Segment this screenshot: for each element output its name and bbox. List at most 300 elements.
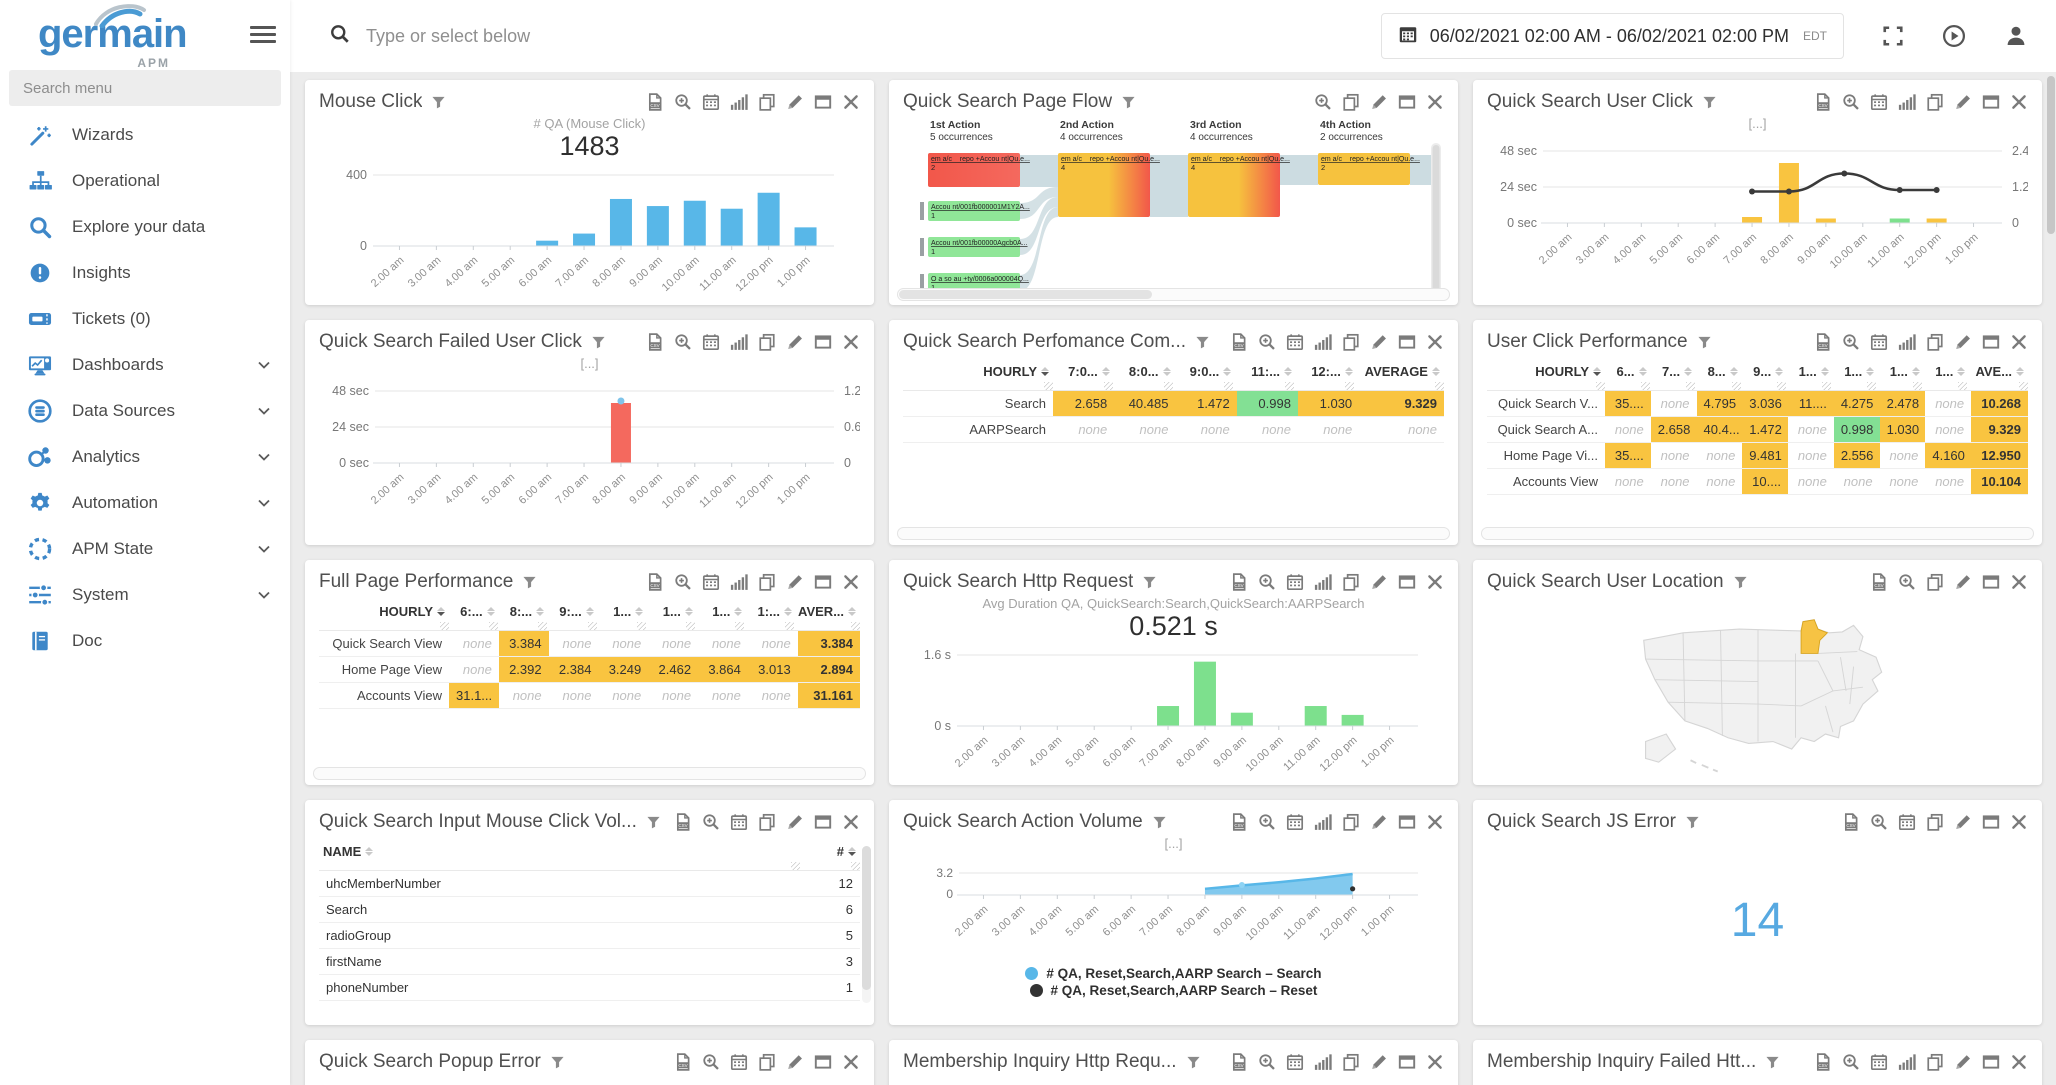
window-icon[interactable]: [814, 333, 832, 351]
copy-icon[interactable]: [758, 813, 776, 831]
calendar-icon[interactable]: [730, 813, 748, 831]
svg-text:CSV: CSV: [1818, 1062, 1828, 1068]
hamburger-menu-icon[interactable]: [250, 26, 276, 46]
table-cell: 9.329: [1971, 417, 2028, 442]
window-icon[interactable]: [1398, 93, 1416, 111]
csv-icon[interactable]: [646, 93, 664, 111]
csv-icon[interactable]: [1870, 573, 1888, 591]
column-header-aver[interactable]: AVER...: [796, 601, 860, 622]
edit-icon[interactable]: [786, 93, 804, 111]
close-icon[interactable]: [2010, 1053, 2028, 1071]
svg-text:2 occurrences: 2 occurrences: [1320, 132, 1383, 143]
edit-icon[interactable]: [786, 813, 804, 831]
csv-icon[interactable]: [674, 813, 692, 831]
column-resize-grip[interactable]: [588, 622, 597, 630]
panel-header: [1487, 329, 2028, 355]
panel-toolbar: [1230, 573, 1444, 591]
close-icon[interactable]: [2010, 573, 2028, 591]
filter-icon[interactable]: [522, 575, 537, 590]
column-header-1[interactable]: 1...: [1924, 361, 1970, 382]
column-resize-grip[interactable]: [538, 622, 547, 630]
copy-icon[interactable]: [1926, 1053, 1944, 1071]
table-cell: 3.036: [1742, 391, 1788, 416]
csv-icon[interactable]: [646, 333, 664, 351]
table-hscrollbar[interactable]: [1481, 527, 2034, 540]
chevron-down-icon[interactable]: [256, 357, 272, 373]
column-header-average[interactable]: AVERAGE: [1357, 361, 1444, 382]
sidebar-item-analytics[interactable]: [0, 434, 290, 480]
close-icon[interactable]: [1426, 333, 1444, 351]
calendar-icon[interactable]: [702, 573, 720, 591]
column-header-hourly[interactable]: HOURLY: [903, 361, 1053, 382]
edit-icon[interactable]: [1370, 813, 1388, 831]
panel-membership-inquiry-failed-htt: [1473, 1040, 2042, 1085]
column-header-9[interactable]: 9...: [1742, 361, 1788, 382]
play-button[interactable]: [1942, 24, 1966, 48]
column-header-8-0[interactable]: 8:0...: [1114, 361, 1175, 382]
svg-text:2.00 am: 2.00 am: [952, 734, 991, 770]
zoom-icon[interactable]: [1258, 1053, 1276, 1071]
table-cell: none: [562, 688, 592, 703]
table-cell: none: [1408, 422, 1438, 437]
column-header-6[interactable]: 6:...: [449, 601, 499, 622]
svg-text:6.00 am: 6.00 am: [1100, 903, 1139, 939]
panel-toolbar: [674, 813, 860, 831]
calendar-icon[interactable]: [1898, 813, 1916, 831]
filter-icon[interactable]: [591, 335, 606, 350]
column-resize-grip[interactable]: [1104, 382, 1113, 390]
column-header-6[interactable]: 6...: [1605, 361, 1651, 382]
bars-icon[interactable]: [1898, 333, 1916, 351]
close-icon[interactable]: [842, 573, 860, 591]
svg-text:1st Action: 1st Action: [930, 119, 981, 131]
copy-icon[interactable]: [1926, 573, 1944, 591]
sidebar-item-automation[interactable]: [0, 480, 290, 526]
filter-icon[interactable]: [550, 1055, 565, 1070]
column-header-1[interactable]: 1...: [598, 601, 648, 622]
window-icon[interactable]: [1398, 1053, 1416, 1071]
window-icon[interactable]: [1982, 93, 2000, 111]
svg-text:CSV: CSV: [678, 1062, 688, 1068]
column-resize-grip[interactable]: [440, 622, 449, 630]
csv-icon[interactable]: [674, 1053, 692, 1071]
column-header-hourly[interactable]: HOURLY: [319, 601, 449, 622]
calendar-icon[interactable]: [1286, 813, 1304, 831]
edit-icon[interactable]: [1954, 573, 1972, 591]
sort-icon: [1775, 367, 1783, 376]
panel-title: Membership Inquiry Http Requ...: [903, 1051, 1177, 1072]
date-range-picker[interactable]: [1381, 13, 1844, 59]
zoom-icon[interactable]: [1870, 813, 1888, 831]
sort-icon: [1684, 367, 1692, 376]
fullscreen-button[interactable]: [1882, 25, 1904, 47]
sidebar-item-label: Dashboards: [72, 355, 164, 374]
user-profile-button[interactable]: [2004, 24, 2028, 48]
table-vscrollbar[interactable]: [862, 846, 871, 1003]
column-grips: [903, 382, 1444, 391]
sidebar-item-tickets-0[interactable]: [0, 296, 290, 342]
window-icon[interactable]: [1398, 573, 1416, 591]
close-icon[interactable]: [1426, 813, 1444, 831]
quick-search-failed-user-click-chart: [319, 371, 860, 523]
csv-icon[interactable]: [1230, 813, 1248, 831]
zoom-icon[interactable]: [1898, 573, 1916, 591]
table-cell: 0.998: [1237, 391, 1298, 416]
svg-text:8.00 am: 8.00 am: [590, 471, 628, 507]
sidebar-item-label: APM State: [72, 539, 154, 558]
copy-icon[interactable]: [1926, 333, 1944, 351]
csv-icon[interactable]: [1814, 1053, 1832, 1071]
filter-icon[interactable]: [646, 815, 661, 830]
copy-icon[interactable]: [1926, 813, 1944, 831]
chevron-down-icon[interactable]: [256, 449, 272, 465]
close-icon[interactable]: [1426, 1053, 1444, 1071]
zoom-icon[interactable]: [1258, 813, 1276, 831]
timezone-label: EDT: [1803, 29, 1827, 43]
global-search-input[interactable]: [366, 26, 986, 47]
csv-icon[interactable]: [1814, 333, 1832, 351]
svg-text:5.00 am: 5.00 am: [479, 471, 518, 507]
csv-icon[interactable]: [646, 573, 664, 591]
bars-icon[interactable]: [1314, 573, 1332, 591]
panel-title: Quick Search JS Error: [1487, 811, 1676, 832]
column-resize-grip[interactable]: [1686, 382, 1695, 390]
column-resize-grip[interactable]: [1164, 382, 1173, 390]
calendar-icon[interactable]: [702, 333, 720, 351]
chevron-down-icon[interactable]: [256, 495, 272, 511]
sidebar-item-dashboards[interactable]: [0, 342, 290, 388]
svg-text:9.00 am: 9.00 am: [1211, 903, 1249, 939]
panel-header: [1487, 1049, 2028, 1075]
close-icon[interactable]: [842, 813, 860, 831]
column-resize-grip[interactable]: [1224, 382, 1233, 390]
window-icon[interactable]: [814, 813, 832, 831]
panel-toolbar: [1314, 93, 1444, 111]
panel-user-click-performance: [1473, 320, 2042, 545]
sidebar-item-system[interactable]: [0, 572, 290, 618]
svg-text:1.2: 1.2: [2012, 180, 2028, 194]
column-resize-grip[interactable]: [637, 622, 646, 630]
analytics-icon: [28, 445, 52, 469]
sidebar-search-input[interactable]: [9, 70, 281, 106]
column-header-1[interactable]: 1...: [697, 601, 747, 622]
column-header-1[interactable]: 1:...: [746, 601, 796, 622]
filter-icon[interactable]: [1186, 1055, 1201, 1070]
sankey-hscrollbar[interactable]: [897, 288, 1450, 301]
svg-text:10.00 am: 10.00 am: [659, 471, 702, 511]
sidebar-item-data-sources[interactable]: [0, 388, 290, 434]
close-icon[interactable]: [1426, 573, 1444, 591]
svg-text:10.00 am: 10.00 am: [1243, 734, 1286, 774]
column-header-9[interactable]: 9:...: [548, 601, 598, 622]
zoom-icon[interactable]: [674, 93, 692, 111]
table-cell: 2.658: [1651, 417, 1697, 442]
column-resize-grip[interactable]: [686, 622, 695, 630]
column-resize-grip[interactable]: [791, 862, 800, 870]
filter-icon[interactable]: [431, 95, 446, 110]
edit-icon[interactable]: [1954, 1053, 1972, 1071]
bars-icon[interactable]: [1898, 1053, 1916, 1071]
calendar-icon[interactable]: [1870, 333, 1888, 351]
table-hscrollbar[interactable]: [313, 767, 866, 780]
filter-icon[interactable]: [1733, 575, 1748, 590]
bars-icon[interactable]: [730, 333, 748, 351]
panel-title: Quick Search Http Request: [903, 571, 1134, 592]
zoom-icon[interactable]: [1258, 333, 1276, 351]
copy-icon[interactable]: [758, 1053, 776, 1071]
automation-icon: [28, 491, 52, 515]
apm-state-icon: [28, 537, 52, 561]
filter-icon[interactable]: [1121, 95, 1136, 110]
copy-icon[interactable]: [1926, 93, 1944, 111]
svg-text:9.00 am: 9.00 am: [1211, 734, 1249, 770]
zoom-icon[interactable]: [674, 333, 692, 351]
table-row: [903, 417, 1444, 443]
window-icon[interactable]: [1398, 333, 1416, 351]
column-resize-grip[interactable]: [1958, 382, 1967, 390]
edit-icon[interactable]: [1954, 333, 1972, 351]
column-header-8[interactable]: 8...: [1696, 361, 1742, 382]
column-resize-grip[interactable]: [1867, 382, 1876, 390]
bars-icon[interactable]: [1898, 93, 1916, 111]
system-icon: [28, 583, 52, 607]
panel-header: [903, 809, 1444, 835]
csv-icon[interactable]: [1230, 573, 1248, 591]
close-icon[interactable]: [842, 93, 860, 111]
copy-icon[interactable]: [758, 333, 776, 351]
table-cell: none: [1660, 474, 1690, 489]
edit-icon[interactable]: [1954, 813, 1972, 831]
close-icon[interactable]: [2010, 93, 2028, 111]
zoom-icon[interactable]: [1842, 333, 1860, 351]
calendar-icon[interactable]: [1870, 1053, 1888, 1071]
panel-quick-search-js-error: [1473, 800, 2042, 1025]
table-cell: 40.4...: [1697, 417, 1743, 442]
table-row: [319, 949, 860, 975]
filter-icon[interactable]: [1152, 815, 1167, 830]
edit-icon[interactable]: [786, 573, 804, 591]
csv-icon[interactable]: [1230, 333, 1248, 351]
panel-title: Quick Search User Click: [1487, 91, 1693, 112]
edit-icon[interactable]: [1370, 573, 1388, 591]
column-resize-grip[interactable]: [489, 622, 498, 630]
row-name: Search: [326, 902, 368, 917]
column-resize-grip[interactable]: [785, 622, 794, 630]
table-cell: none: [512, 688, 542, 703]
copy-icon[interactable]: [758, 573, 776, 591]
edit-icon[interactable]: [1370, 1053, 1388, 1071]
column-resize-grip[interactable]: [1641, 382, 1650, 390]
calendar-icon[interactable]: [1286, 1053, 1304, 1071]
zoom-icon[interactable]: [702, 813, 720, 831]
svg-text:em a/c__repo +Accou nt|Qu.e...: em a/c__repo +Accou nt|Qu.e...: [1191, 156, 1290, 163]
column-resize-grip[interactable]: [2019, 382, 2028, 390]
svg-text:10.00 am: 10.00 am: [1243, 903, 1286, 943]
window-icon[interactable]: [814, 93, 832, 111]
table-cell: none: [1797, 474, 1827, 489]
table-cell: 1.472: [1175, 391, 1236, 416]
column-header-9-0[interactable]: 9:0...: [1175, 361, 1236, 382]
column-resize-grip[interactable]: [1345, 382, 1354, 390]
column-header-12[interactable]: 12:...: [1296, 361, 1357, 382]
column-header-8[interactable]: 8:...: [499, 601, 549, 622]
copy-icon[interactable]: [1342, 1053, 1360, 1071]
column-resize-grip[interactable]: [1777, 382, 1786, 390]
csv-icon[interactable]: [1814, 93, 1832, 111]
close-icon[interactable]: [842, 333, 860, 351]
zoom-icon[interactable]: [702, 1053, 720, 1071]
sort-icon: [1432, 367, 1440, 376]
sidebar-item-wizards[interactable]: [0, 112, 290, 158]
column-header-11[interactable]: 11:...: [1235, 361, 1296, 382]
filter-icon[interactable]: [1697, 335, 1712, 350]
column-header-name[interactable]: NAME: [319, 841, 800, 862]
column-header-7[interactable]: 7...: [1651, 361, 1697, 382]
filter-icon[interactable]: [1685, 815, 1700, 830]
table-row: [903, 391, 1444, 417]
svg-text:0 s: 0 s: [934, 719, 951, 733]
window-icon[interactable]: [1982, 333, 2000, 351]
zoom-icon[interactable]: [1842, 1053, 1860, 1071]
sort-icon: [1730, 367, 1738, 376]
panel-full-page-performance: [305, 560, 874, 785]
panel-title: Quick Search Input Mouse Click Vol...: [319, 811, 637, 832]
page-scrollbar[interactable]: [2047, 76, 2055, 234]
column-resize-grip[interactable]: [851, 862, 860, 870]
copy-icon[interactable]: [1342, 573, 1360, 591]
sidebar-item-apm-state[interactable]: [0, 526, 290, 572]
column-resize-grip[interactable]: [1822, 382, 1831, 390]
table-cell: none: [1262, 422, 1291, 437]
copy-icon[interactable]: [1342, 813, 1360, 831]
column-resize-grip[interactable]: [1435, 382, 1444, 390]
sidebar-item-insights[interactable]: [0, 250, 290, 296]
filter-icon[interactable]: [1765, 1055, 1780, 1070]
panel-header: [1487, 569, 2028, 595]
sort-icon: [1866, 367, 1874, 376]
svg-text:3.00 am: 3.00 am: [405, 254, 444, 290]
column-header-1[interactable]: 1...: [1878, 361, 1924, 382]
calendar-icon[interactable]: [730, 1053, 748, 1071]
sidebar-item-explore-your-data[interactable]: [0, 204, 290, 250]
window-icon[interactable]: [1398, 813, 1416, 831]
chevron-down-icon[interactable]: [256, 541, 272, 557]
column-resize-grip[interactable]: [1596, 382, 1605, 390]
svg-text:1.00 pm: 1.00 pm: [1358, 903, 1397, 939]
close-icon[interactable]: [2010, 333, 2028, 351]
zoom-icon[interactable]: [674, 573, 692, 591]
column-header-1[interactable]: 1...: [1787, 361, 1833, 382]
chevron-down-icon[interactable]: [256, 587, 272, 603]
bars-icon[interactable]: [730, 93, 748, 111]
table-row: [1487, 443, 2028, 469]
zoom-icon[interactable]: [1258, 573, 1276, 591]
calendar-icon[interactable]: [702, 93, 720, 111]
bars-icon[interactable]: [1314, 813, 1332, 831]
column-header-hourly[interactable]: HOURLY: [1487, 361, 1605, 382]
sidebar: [0, 0, 290, 1085]
column-resize-grip[interactable]: [1285, 382, 1294, 390]
filter-icon[interactable]: [1142, 575, 1157, 590]
edit-icon[interactable]: [786, 333, 804, 351]
chevron-down-icon[interactable]: [256, 403, 272, 419]
svg-text:CSV: CSV: [1234, 1062, 1244, 1068]
csv-icon[interactable]: [1842, 813, 1860, 831]
sidebar-item-label: Explore your data: [72, 217, 206, 236]
panel-title: Membership Inquiry Failed Htt...: [1487, 1051, 1757, 1072]
column-resize-grip[interactable]: [1913, 382, 1922, 390]
svg-text:1.6 s: 1.6 s: [923, 648, 951, 662]
edit-icon[interactable]: [786, 1053, 804, 1071]
window-icon[interactable]: [814, 1053, 832, 1071]
sort-icon: [1102, 367, 1110, 376]
bars-icon[interactable]: [1314, 333, 1332, 351]
dashboards-icon: [28, 353, 52, 377]
window-icon[interactable]: [814, 573, 832, 591]
svg-text:5.00 am: 5.00 am: [1063, 734, 1102, 770]
edit-icon[interactable]: [1954, 93, 1972, 111]
zoom-icon[interactable]: [1842, 93, 1860, 111]
table-hscrollbar[interactable]: [897, 527, 1450, 540]
edit-icon[interactable]: [1370, 333, 1388, 351]
zoom-icon[interactable]: [1314, 93, 1332, 111]
column-header-7-0[interactable]: 7:0...: [1053, 361, 1114, 382]
operational-icon: [28, 169, 52, 193]
column-resize-grip[interactable]: [1732, 382, 1741, 390]
copy-icon[interactable]: [758, 93, 776, 111]
table-row: [1487, 417, 2028, 443]
panel-title: Mouse Click: [319, 91, 423, 112]
csv-icon[interactable]: [1230, 1053, 1248, 1071]
column-resize-grip[interactable]: [735, 622, 744, 630]
filter-icon[interactable]: [1195, 335, 1210, 350]
table-cell: none: [612, 636, 642, 651]
filter-icon[interactable]: [1702, 95, 1717, 110]
window-icon[interactable]: [1982, 813, 2000, 831]
calendar-icon[interactable]: [1870, 93, 1888, 111]
svg-text:1.00 pm: 1.00 pm: [1942, 231, 1981, 267]
window-icon[interactable]: [1982, 573, 2000, 591]
edit-icon[interactable]: [1370, 93, 1388, 111]
sort-icon: [1821, 367, 1829, 376]
row-label: Home Page Vi...: [1503, 448, 1598, 463]
table-cell: none: [1200, 422, 1230, 437]
copy-icon[interactable]: [1342, 93, 1360, 111]
table-cell: none: [761, 636, 791, 651]
column-header-1[interactable]: 1...: [647, 601, 697, 622]
sort-icon: [586, 607, 594, 616]
sort-icon: [1223, 367, 1231, 376]
calendar-icon[interactable]: [1286, 333, 1304, 351]
calendar-icon[interactable]: [1286, 573, 1304, 591]
close-icon[interactable]: [1426, 93, 1444, 111]
panel-title: Quick Search Popup Error: [319, 1051, 541, 1072]
copy-icon[interactable]: [1342, 333, 1360, 351]
column-resize-grip[interactable]: [851, 622, 860, 630]
bars-icon[interactable]: [1314, 1053, 1332, 1071]
window-icon[interactable]: [1982, 1053, 2000, 1071]
column-resize-grip[interactable]: [1044, 382, 1053, 390]
close-icon[interactable]: [842, 1053, 860, 1071]
sidebar-item-doc[interactable]: [0, 618, 290, 664]
svg-text:8.00 am: 8.00 am: [1758, 231, 1796, 267]
close-icon[interactable]: [2010, 813, 2028, 831]
column-header-1[interactable]: 1...: [1833, 361, 1879, 382]
column-header-ave[interactable]: AVE...: [1969, 361, 2028, 382]
bars-icon[interactable]: [730, 573, 748, 591]
sidebar-item-operational[interactable]: [0, 158, 290, 204]
column-header-count[interactable]: #: [800, 841, 860, 862]
